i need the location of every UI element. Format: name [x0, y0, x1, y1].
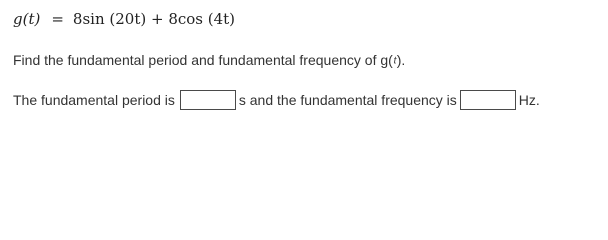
- frequency-prompt: s and the fundamental frequency is: [238, 92, 457, 108]
- frequency-input[interactable]: [460, 90, 516, 110]
- instruction-variable: t: [393, 54, 397, 66]
- instruction-text: Find the fundamental period and fundamental frequency of g(: [13, 52, 393, 68]
- equation: [13, 10, 235, 36]
- frequency-unit: Hz.: [518, 92, 540, 108]
- equation-rhs: 8sin (20t) + 8cos (4t): [72, 10, 236, 28]
- period-input[interactable]: [180, 90, 236, 110]
- equation-lhs: g(t): [13, 10, 41, 28]
- question-instruction: [13, 52, 405, 68]
- equation-equals-sign: =: [51, 10, 64, 28]
- period-prompt: The fundamental period is: [13, 92, 175, 108]
- answer-line: [13, 90, 540, 110]
- instruction-text-end: ).: [396, 52, 406, 68]
